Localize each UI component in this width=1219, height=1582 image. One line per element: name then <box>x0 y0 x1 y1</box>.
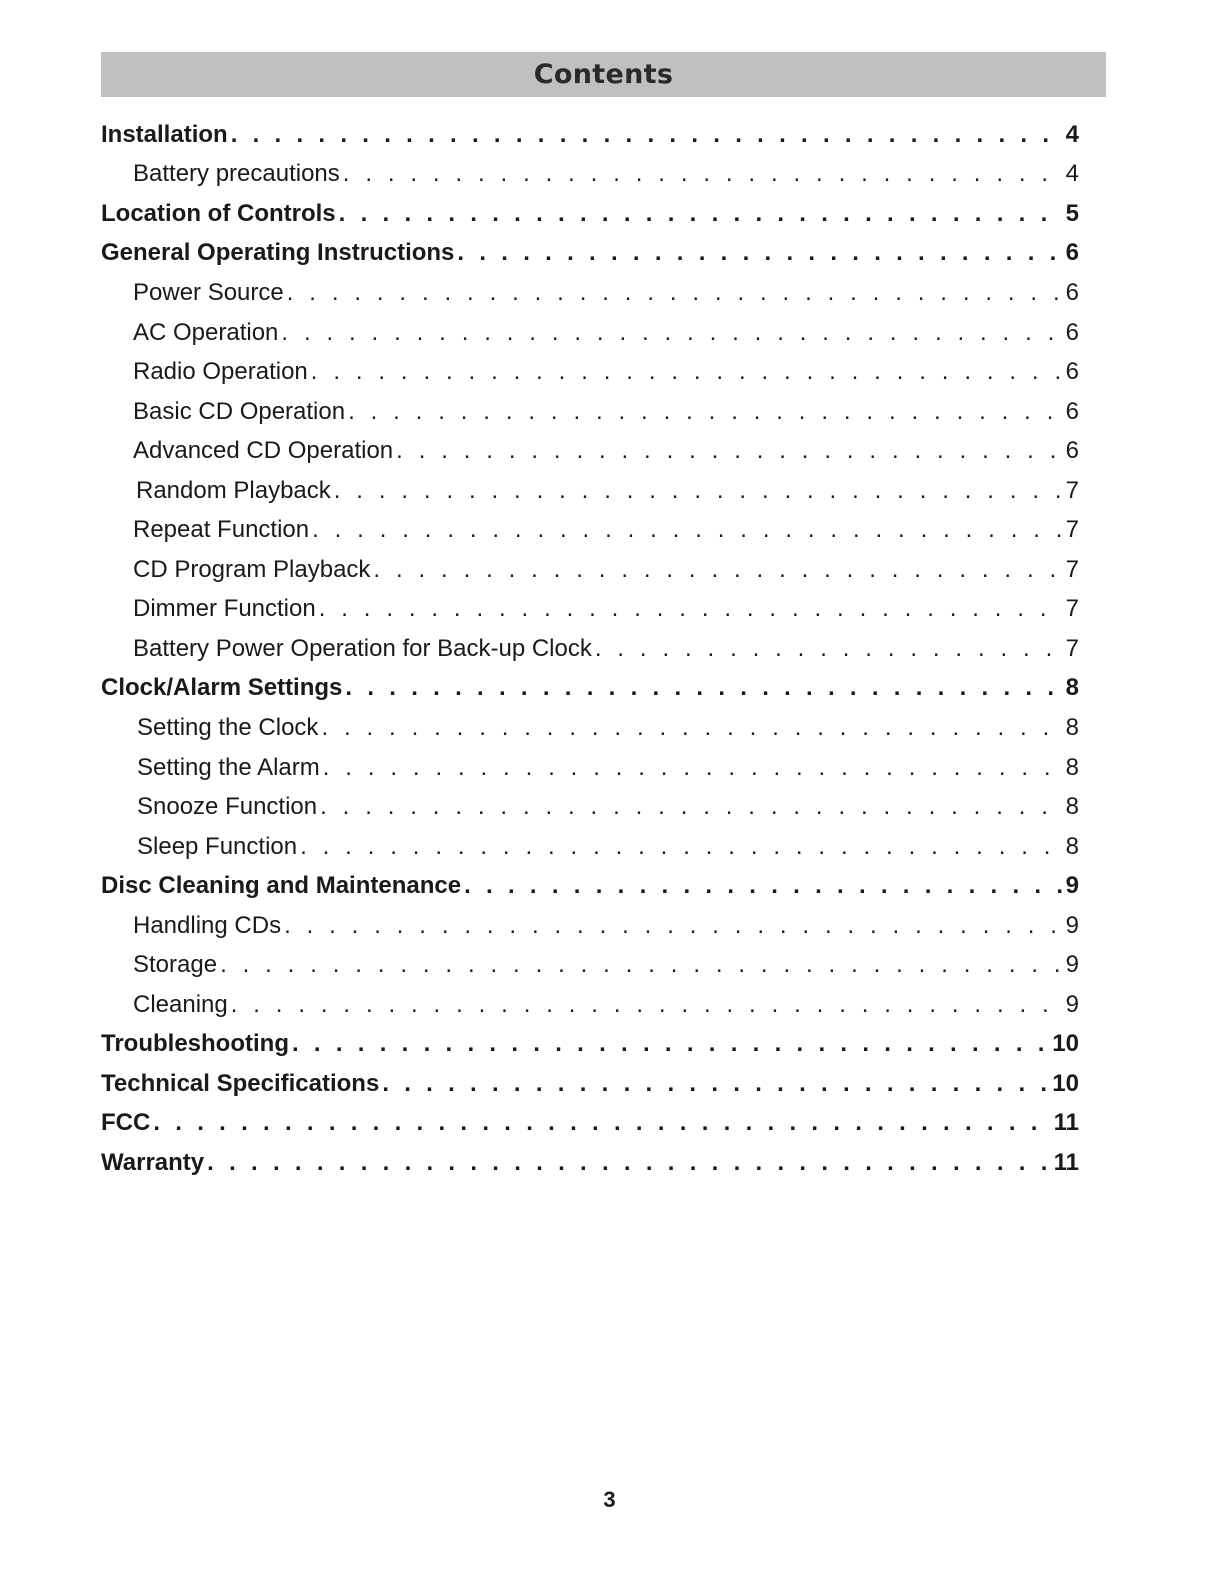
dot-leader <box>319 595 1063 623</box>
toc-entry[interactable] <box>101 906 1079 946</box>
dot-leader <box>292 1030 1049 1058</box>
toc-entry-title: FCC <box>101 1109 151 1137</box>
toc-entry[interactable] <box>101 1104 1079 1144</box>
dot-leader <box>595 635 1063 663</box>
toc-entry-title: Disc Cleaning and Maintenance <box>101 872 462 900</box>
toc-entry[interactable] <box>101 155 1079 195</box>
toc-entry-title: Sleep Function <box>137 832 298 860</box>
dot-leader <box>334 477 1063 505</box>
toc-entry-title: Troubleshooting <box>101 1030 289 1058</box>
toc-entry[interactable] <box>101 273 1079 313</box>
toc-entry[interactable] <box>101 787 1079 827</box>
page-number: 3 <box>603 1487 616 1512</box>
toc-entry[interactable] <box>101 985 1079 1025</box>
toc-entry-page: 11 <box>1053 1109 1079 1137</box>
toc-entry[interactable] <box>101 392 1079 432</box>
toc-entry-title: Power Source <box>133 278 284 306</box>
dot-leader <box>300 833 1063 861</box>
toc-entry-title: Battery Power Operation for Back-up Clock <box>133 634 592 662</box>
toc-entry-title: Handling CDs <box>133 911 282 939</box>
toc-entry[interactable] <box>101 194 1079 234</box>
toc-entry[interactable] <box>101 945 1079 985</box>
dot-leader <box>320 793 1063 821</box>
toc-entry-title: Clock/Alarm Settings <box>101 674 343 702</box>
toc-entry-page: 7 <box>1065 595 1079 623</box>
toc-entry[interactable] <box>101 1025 1079 1065</box>
toc-entry-page: 7 <box>1065 476 1079 504</box>
toc-entry[interactable] <box>101 827 1079 867</box>
dot-leader <box>287 279 1063 307</box>
toc-entry[interactable] <box>101 352 1079 392</box>
dot-leader <box>207 1149 1050 1177</box>
toc-entry-title: Battery precautions <box>133 160 340 188</box>
toc-entry[interactable] <box>101 1143 1079 1183</box>
toc-entry-title: CD Program Playback <box>133 555 371 583</box>
toc-entry-page: 4 <box>1065 160 1079 188</box>
toc-entry-title: General Operating Instructions <box>101 239 455 267</box>
toc-entry[interactable] <box>101 669 1079 709</box>
dot-leader <box>323 754 1063 782</box>
toc-entry-page: 10 <box>1052 1069 1079 1097</box>
toc-entry-title: Random Playback <box>136 476 331 504</box>
toc-entry-page: 8 <box>1065 793 1079 821</box>
toc-entry[interactable] <box>101 748 1079 788</box>
toc-entry-page: 10 <box>1052 1030 1079 1058</box>
dot-leader <box>153 1109 1050 1137</box>
toc-entry[interactable] <box>101 115 1079 155</box>
toc-entry[interactable] <box>101 590 1079 630</box>
toc-entry-page: 6 <box>1065 358 1079 386</box>
toc-entry-page: 6 <box>1065 397 1079 425</box>
toc-entry-page: 8 <box>1065 753 1079 781</box>
toc-entry-title: Basic CD Operation <box>133 397 346 425</box>
toc-entry[interactable] <box>101 431 1079 471</box>
toc-entry[interactable] <box>101 550 1079 590</box>
toc-entry[interactable] <box>101 313 1079 353</box>
toc-entry-title: Setting the Alarm <box>137 753 320 781</box>
dot-leader <box>348 398 1063 426</box>
dot-leader <box>311 358 1063 386</box>
dot-leader <box>312 516 1063 544</box>
dot-leader <box>464 872 1063 900</box>
toc-entry-page: 7 <box>1065 555 1079 583</box>
dot-leader <box>396 437 1062 465</box>
toc-entry-page: 9 <box>1065 951 1079 979</box>
toc-entry-page: 7 <box>1065 634 1079 662</box>
toc-entry-page: 6 <box>1065 318 1079 346</box>
dot-leader <box>321 714 1062 742</box>
toc-entry-title: Radio Operation <box>133 358 308 386</box>
toc-entry-page: 7 <box>1065 516 1079 544</box>
toc-entry[interactable] <box>101 234 1079 274</box>
toc-entry[interactable] <box>101 708 1079 748</box>
dot-leader <box>281 319 1062 347</box>
toc-entry-page: 8 <box>1065 832 1079 860</box>
dot-leader <box>284 912 1063 940</box>
dot-leader <box>231 991 1063 1019</box>
dot-leader <box>373 556 1062 584</box>
dot-leader <box>457 239 1062 267</box>
toc-entry-page: 6 <box>1065 437 1079 465</box>
toc-entry-title: Location of Controls <box>101 199 336 227</box>
contents-header-bar <box>101 52 1106 97</box>
toc-entry-page: 9 <box>1065 911 1079 939</box>
toc-entry-title: Cleaning <box>133 990 228 1018</box>
toc-entry-title: Warranty <box>101 1148 205 1176</box>
toc-entry-title: Advanced CD Operation <box>133 437 394 465</box>
dot-leader <box>382 1070 1049 1098</box>
toc-entry-title: Snooze Function <box>137 793 318 821</box>
toc-entry[interactable] <box>101 510 1079 550</box>
dot-leader <box>339 200 1063 228</box>
toc-entry-title: Dimmer Function <box>133 595 316 623</box>
toc-entry-title: Setting the Clock <box>137 713 319 741</box>
toc-entry[interactable] <box>101 1064 1079 1104</box>
table-of-contents <box>101 115 1079 1183</box>
toc-entry-page: 6 <box>1065 239 1079 267</box>
toc-entry-title: Installation <box>101 120 228 148</box>
toc-entry-title: Storage <box>133 951 218 979</box>
toc-entry-page: 11 <box>1053 1148 1079 1176</box>
toc-entry-title: AC Operation <box>133 318 279 346</box>
toc-entry-page: 8 <box>1065 713 1079 741</box>
dot-leader <box>345 674 1062 702</box>
toc-entry-title: Technical Specifications <box>101 1069 380 1097</box>
toc-entry[interactable] <box>101 629 1079 669</box>
toc-entry-page: 9 <box>1065 990 1079 1018</box>
dot-leader <box>343 160 1063 188</box>
dot-leader <box>231 121 1063 149</box>
toc-entry-page: 5 <box>1065 199 1079 227</box>
dot-leader <box>220 951 1063 979</box>
toc-entry[interactable] <box>101 471 1079 511</box>
toc-entry-page: 8 <box>1065 674 1079 702</box>
toc-entry-title: Repeat Function <box>133 516 310 544</box>
toc-entry-page: 4 <box>1065 120 1079 148</box>
toc-entry[interactable] <box>101 866 1079 906</box>
toc-entry-page: 6 <box>1065 278 1079 306</box>
page-title: Contents <box>533 59 674 90</box>
toc-entry-page: 9 <box>1065 872 1079 900</box>
